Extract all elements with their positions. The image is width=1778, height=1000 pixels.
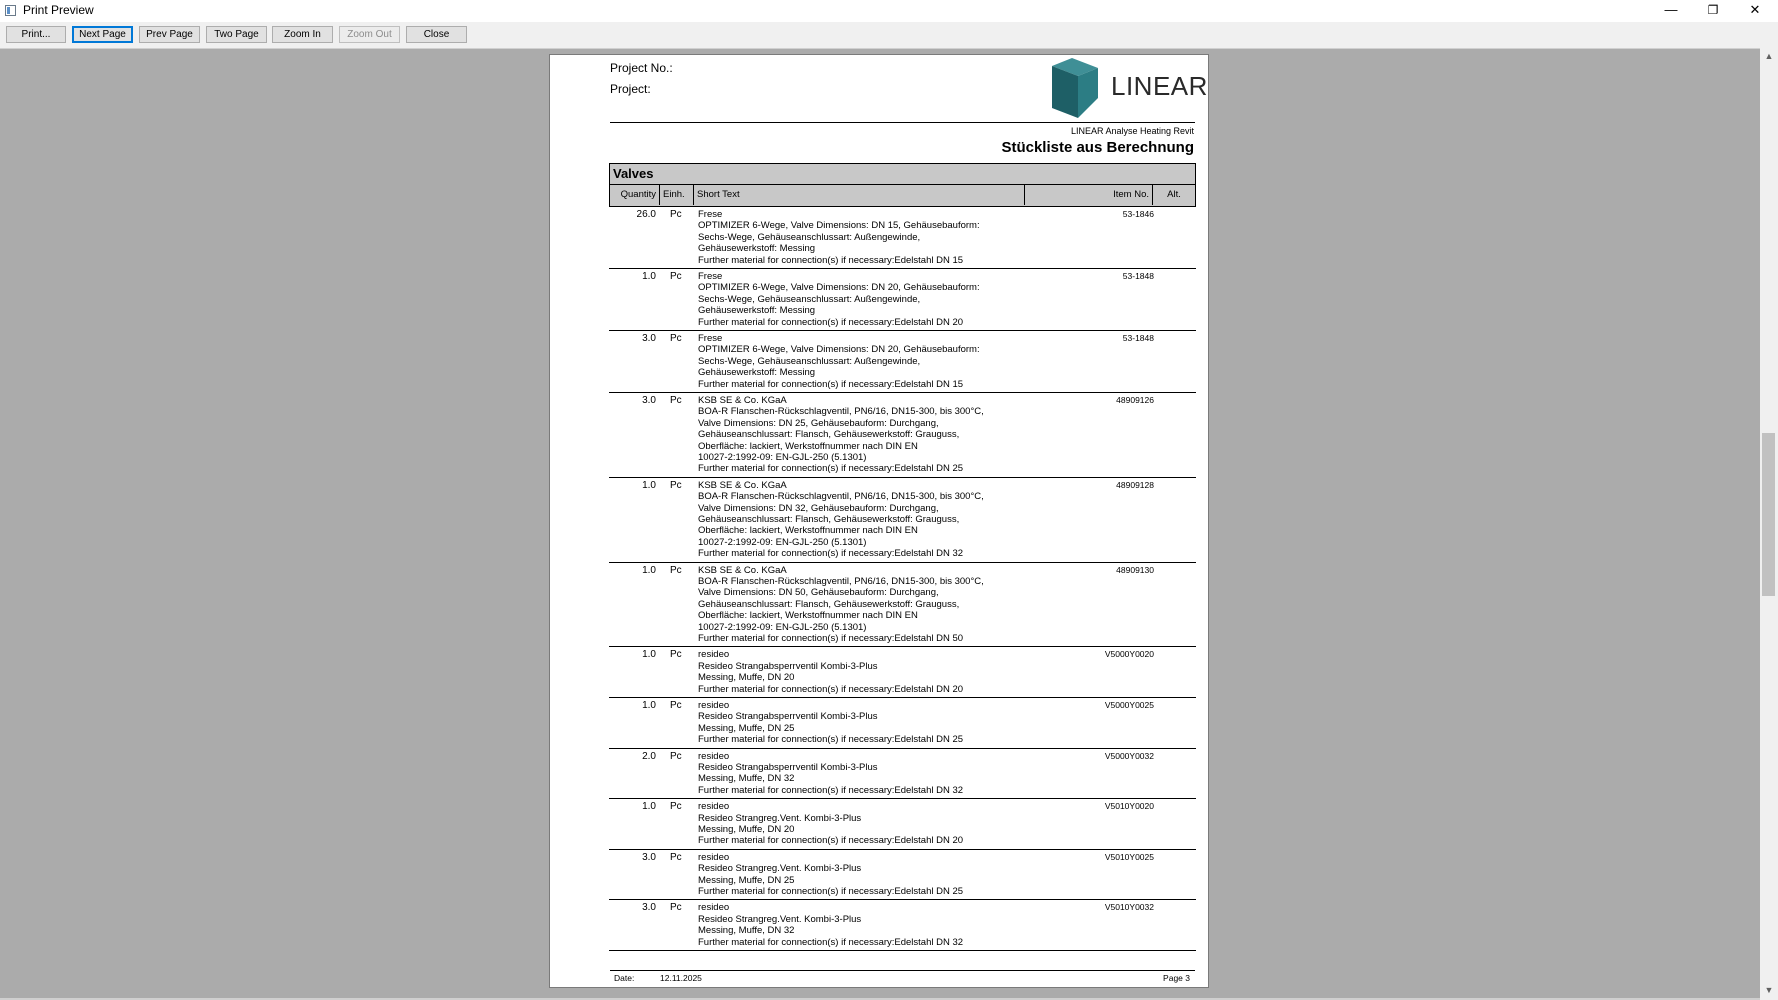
row-quantity: 1.0 (642, 564, 656, 576)
next-page-button[interactable]: Next Page (72, 26, 133, 43)
row-text-line: KSB SE & Co. KGaA (698, 479, 787, 491)
linear-logo-icon (1048, 58, 1104, 118)
row-item-no: 48909130 (1116, 564, 1154, 575)
row-text-line: Further material for connection(s) if necessary:Edelstahl DN 32 (698, 784, 964, 796)
row-text-line: Sechs-Wege, Gehäuseanschlussart: Außengewinde, (698, 293, 921, 305)
row-text-line: Further material for connection(s) if necessary:Edelstahl DN 25 (698, 885, 964, 897)
row-text-line: BOA-R Flanschen-Rückschlagventil, PN6/16, DN15-300, bis 300°C, (698, 491, 984, 503)
table-row (609, 563, 1196, 648)
row-text-line: resideo (698, 750, 730, 762)
row-short-text (698, 801, 963, 847)
row-item-no: V5010Y0025 (1104, 851, 1154, 862)
prev-page-button[interactable]: Prev Page (139, 26, 200, 43)
column-header-row (609, 185, 1196, 207)
row-item-no: 53-1848 (1122, 271, 1154, 281)
row-text-line: Resideo Strangabsperrventil Kombi-3-Plus (698, 761, 878, 773)
row-unit: Pc (670, 564, 682, 576)
row-item-no: 53-1846 (1122, 209, 1154, 219)
row-unit: Pc (670, 395, 682, 406)
row-quantity: 3.0 (642, 395, 656, 406)
row-text-line: resideo (698, 649, 730, 661)
row-text-line: Resideo Strangreg.Vent. Kombi-3-Plus (698, 812, 862, 824)
row-text-line: Messing, Muffe, DN 20 (698, 672, 795, 684)
scrollbar-thumb[interactable] (1762, 433, 1775, 596)
table-row (609, 207, 1196, 269)
row-text-line: Further material for connection(s) if necessary:Edelstahl DN 32 (698, 548, 964, 560)
row-item-no: V5010Y0020 (1104, 801, 1154, 812)
row-text-line: BOA-R Flanschen-Rückschlagventil, PN6/16, DN15-300, bis 300°C, (698, 406, 984, 418)
row-text-line: Messing, Muffe, DN 25 (698, 722, 795, 734)
row-text-line: Gehäusewerkstoff: Messing (698, 367, 816, 379)
logo-text: LINEAR (1111, 71, 1208, 101)
zoom-in-button[interactable]: Zoom In (272, 26, 333, 43)
row-quantity: 2.0 (642, 750, 656, 762)
title-bar (0, 0, 1778, 22)
row-text-line: Further material for connection(s) if necessary:Edelstahl DN 20 (698, 683, 964, 695)
row-text-line: Further material for connection(s) if necessary:Edelstahl DN 20 (698, 316, 964, 328)
table-row (609, 799, 1196, 850)
row-text-line: BOA-R Flanschen-Rückschlagventil, PN6/16, DN15-300, bis 300°C, (698, 576, 984, 587)
row-text-line: Resideo Strangabsperrventil Kombi-3-Plus (698, 711, 878, 723)
col-short-text: Short Text (694, 185, 1025, 205)
row-item-no: V5000Y0032 (1104, 750, 1154, 761)
close-window-button[interactable]: ✕ (1749, 2, 1761, 17)
row-quantity: 1.0 (642, 271, 656, 282)
row-text-line: Frese (698, 209, 723, 220)
row-text-line: Messing, Muffe, DN 25 (698, 874, 795, 886)
row-item-no: V5000Y0025 (1104, 699, 1154, 710)
col-unit: Einh. (660, 185, 694, 205)
row-text-line: Further material for connection(s) if necessary:Edelstahl DN 25 (698, 734, 964, 746)
project-no-label: Project No.: (610, 61, 673, 75)
row-text-line: Gehäuseanschlussart: Flansch, Gehäusewerkstoff: Grauguss, (698, 514, 960, 526)
row-text-line: Messing, Muffe, DN 20 (698, 823, 795, 835)
row-text-line: Valve Dimensions: DN 50, Gehäusebauform: Durchgang, (698, 587, 939, 599)
row-unit: Pc (670, 479, 682, 491)
row-text-line: resideo (698, 699, 730, 711)
row-text-line: Valve Dimensions: DN 32, Gehäusebauform: Durchgang, (698, 502, 939, 514)
row-quantity: 1.0 (642, 699, 656, 711)
row-text-line: KSB SE & Co. KGaA (698, 395, 787, 406)
table-row (609, 478, 1196, 563)
row-quantity: 1.0 (642, 801, 656, 813)
row-quantity: 1.0 (642, 479, 656, 491)
row-item-no: 53-1848 (1122, 333, 1154, 343)
row-unit: Pc (670, 801, 682, 813)
row-text-line: KSB SE & Co. KGaA (698, 564, 787, 576)
row-text-line: Further material for connection(s) if necessary:Edelstahl DN 20 (698, 835, 964, 847)
row-text-line: Gehäuseanschlussart: Flansch, Gehäusewerkstoff: Grauguss, (698, 429, 960, 441)
report-title: Stückliste aus Berechnung (1001, 139, 1194, 156)
row-text-line: OPTIMIZER 6-Wege, Valve Dimensions: DN 20, Gehäusebauform: (698, 282, 980, 294)
footer-date: 12.11.2025 (660, 973, 702, 983)
two-page-button[interactable]: Two Page (206, 26, 267, 43)
row-item-no: V5000Y0020 (1104, 649, 1154, 660)
row-text-line: Messing, Muffe, DN 32 (698, 925, 795, 937)
table-row (609, 698, 1196, 749)
row-text-line: Further material for connection(s) if necessary:Edelstahl DN 32 (698, 936, 964, 948)
table-row (609, 393, 1196, 478)
row-text-line: resideo (698, 801, 730, 813)
report-subtitle: LINEAR Analyse Heating Revit (1070, 126, 1194, 136)
table-body (609, 207, 1196, 951)
minimize-button[interactable]: — (1664, 2, 1678, 17)
row-short-text (698, 649, 963, 695)
col-alt: Alt. (1167, 189, 1181, 200)
footer-date-label: Date: (614, 973, 635, 983)
row-unit: Pc (670, 902, 682, 914)
row-quantity: 3.0 (642, 902, 656, 914)
zoom-out-button[interactable]: Zoom Out (339, 26, 400, 43)
valves-table (609, 163, 1196, 951)
table-row (609, 331, 1196, 393)
row-short-text (698, 700, 963, 746)
row-text-line: Further material for connection(s) if necessary:Edelstahl DN 15 (698, 254, 964, 266)
row-text-line: Gehäusewerkstoff: Messing (698, 243, 816, 255)
toolbar (0, 22, 1778, 49)
row-unit: Pc (670, 649, 682, 661)
row-short-text (698, 565, 984, 645)
row-text-line: Further material for connection(s) if necessary:Edelstahl DN 25 (698, 463, 964, 475)
vertical-scrollbar[interactable] (1760, 48, 1778, 1000)
row-item-no: 48909126 (1116, 395, 1154, 405)
row-unit: Pc (670, 209, 682, 220)
section-header: Valves (609, 163, 1196, 185)
row-text-line: resideo (698, 851, 730, 863)
header-rule (610, 122, 1195, 123)
table-row (609, 269, 1196, 331)
row-text-line: OPTIMIZER 6-Wege, Valve Dimensions: DN 20, Gehäusebauform: (698, 344, 980, 356)
scroll-down-icon[interactable]: ▼ (1764, 985, 1774, 995)
row-text-line: Gehäusewerkstoff: Messing (698, 305, 816, 317)
row-short-text (698, 751, 963, 797)
row-unit: Pc (670, 333, 682, 344)
footer-page: Page 3 (1163, 973, 1190, 983)
restore-button[interactable]: ❐ (1707, 3, 1719, 17)
row-text-line: Valve Dimensions: DN 25, Gehäusebauform: Durchgang, (698, 417, 939, 429)
col-quantity: Quantity (610, 185, 660, 205)
row-text-line: Oberfläche: lackiert, Werkstoffnummer nach DIN EN (698, 440, 918, 452)
row-text-line: Further material for connection(s) if necessary:Edelstahl DN 15 (698, 378, 964, 390)
row-text-line: 10027-2:1992-09: EN-GJL-250 (5.1301) (698, 621, 867, 633)
col-item-no: Item No. (1025, 185, 1153, 205)
row-item-no: V5010Y0032 (1104, 902, 1154, 913)
row-short-text (698, 902, 963, 948)
row-item-no: 48909128 (1116, 479, 1154, 490)
row-text-line: Frese (698, 333, 723, 344)
project-label: Project: (610, 82, 651, 96)
row-quantity: 3.0 (642, 333, 656, 344)
row-short-text (698, 480, 984, 560)
print-button[interactable]: Print... (6, 26, 66, 43)
preview-page (549, 54, 1209, 988)
row-unit: Pc (670, 271, 682, 282)
row-unit: Pc (670, 699, 682, 711)
row-text-line: Sechs-Wege, Gehäuseanschlussart: Außengewinde, (698, 355, 921, 367)
row-text-line: resideo (698, 902, 730, 914)
table-row (609, 900, 1196, 951)
row-text-line: Frese (698, 271, 723, 282)
row-quantity: 1.0 (642, 649, 656, 661)
row-text-line: Oberfläche: lackiert, Werkstoffnummer nach DIN EN (698, 610, 918, 622)
window-title: Print Preview (23, 3, 94, 17)
row-quantity: 26.0 (636, 209, 656, 220)
row-unit: Pc (670, 851, 682, 863)
footer-rule (610, 970, 1195, 971)
row-short-text (698, 395, 984, 475)
row-short-text (698, 271, 980, 328)
row-text-line: Oberfläche: lackiert, Werkstoffnummer nach DIN EN (698, 525, 918, 537)
row-short-text (698, 852, 963, 898)
row-text-line: Messing, Muffe, DN 32 (698, 773, 795, 785)
row-text-line: 10027-2:1992-09: EN-GJL-250 (5.1301) (698, 452, 867, 464)
table-row (609, 749, 1196, 800)
row-quantity: 3.0 (642, 851, 656, 863)
row-text-line: 10027-2:1992-09: EN-GJL-250 (5.1301) (698, 536, 867, 548)
row-text-line: Gehäuseanschlussart: Flansch, Gehäusewerkstoff: Grauguss, (698, 598, 960, 610)
row-unit: Pc (670, 750, 682, 762)
row-text-line: Resideo Strangreg.Vent. Kombi-3-Plus (698, 863, 862, 875)
row-short-text (698, 333, 980, 390)
close-button[interactable]: Close (406, 26, 467, 43)
table-row (609, 850, 1196, 901)
row-short-text (698, 209, 980, 266)
row-text-line: OPTIMIZER 6-Wege, Valve Dimensions: DN 15, Gehäusebauform: (698, 220, 980, 232)
scroll-up-icon[interactable]: ▲ (1764, 51, 1774, 61)
table-row (609, 647, 1196, 698)
row-text-line: Further material for connection(s) if necessary:Edelstahl DN 50 (698, 633, 964, 645)
row-text-line: Sechs-Wege, Gehäuseanschlussart: Außengewinde, (698, 231, 921, 243)
row-text-line: Resideo Strangabsperrventil Kombi-3-Plus (698, 660, 878, 672)
app-icon (5, 5, 16, 16)
row-text-line: Resideo Strangreg.Vent. Kombi-3-Plus (698, 913, 862, 925)
